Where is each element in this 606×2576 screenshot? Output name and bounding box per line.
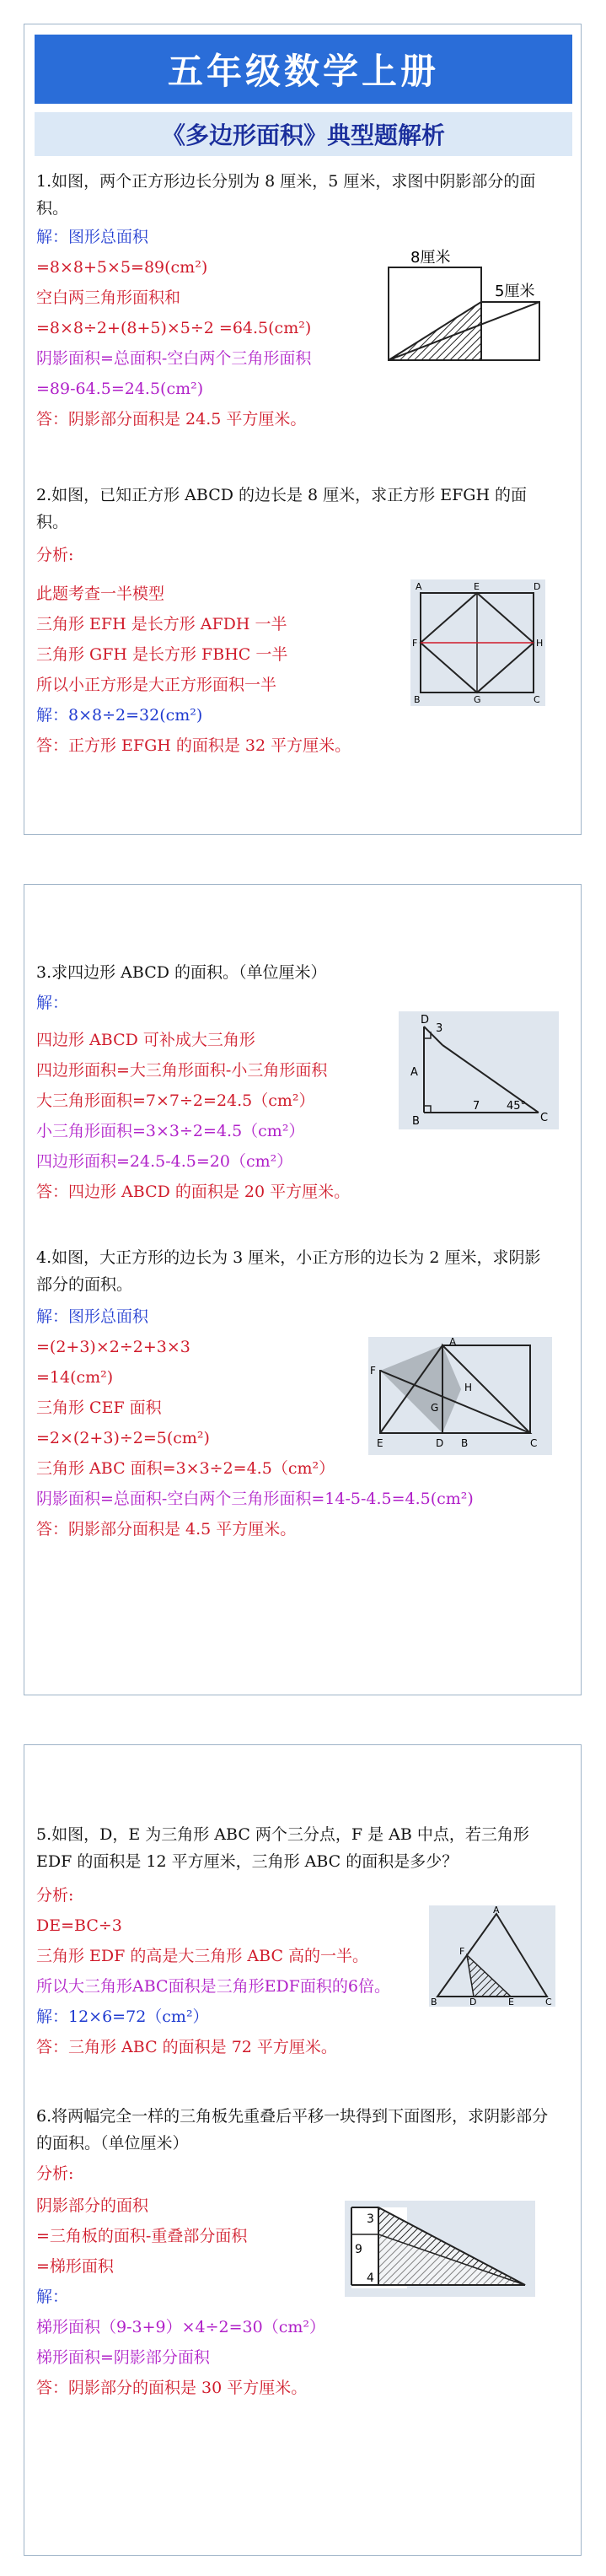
problem-1-question: 1.如图，两个正方形边长分别为 8 厘米，5 厘米，求图中阴影部分的面积。 [36,172,536,218]
problem-6-line: 解： [36,2288,69,2306]
problem-4-answer: 答：阴影部分面积是 4.5 平方厘米。 [36,1520,297,1539]
fig4-label-A: A [449,1337,457,1348]
fig2-label-B: B [414,694,421,705]
problem-1-answer: 答：阴影部分面积是 24.5 平方厘米。 [36,410,307,428]
problem-3-figure [399,1011,559,1129]
fig2-label-C: C [534,694,540,705]
problem-6-answer: 答：阴影部分的面积是 30 平方厘米。 [36,2379,308,2397]
problem-5-question: 5.如图，D，E 为三角形 ABC 两个三分点，F 是 AB 中点，若三角形 EDF 的面积是 12 平方厘米，三角形 ABC 的面积是多少？ [36,1825,529,1871]
problem-3-line: 四边形面积=大三角形面积-小三角形面积 [36,1061,328,1080]
problem-3-line: 小三角形面积=3×3÷2=4.5（cm²） [36,1122,305,1140]
fig5-label-F: F [459,1946,465,1957]
fig4-label-F: F [370,1365,376,1377]
page-card-3 [24,1744,582,2556]
fig5-label-B: B [431,1997,437,2007]
problem-6-line: 梯形面积=阴影部分面积 [36,2348,210,2367]
fig4-label-H: H [464,1382,473,1393]
problem-3-line: 四边形面积=24.5-4.5=20（cm²） [36,1152,293,1171]
problem-6-line: =梯形面积 [36,2257,114,2276]
problem-6-line: 阴影部分的面积 [36,2196,149,2215]
page-card-2 [24,884,582,1695]
problem-4-figure [368,1337,552,1455]
problem-3-line: 四边形 ABCD 可补成大三角形 [36,1031,255,1049]
problem-4-line: =14(cm²) [36,1368,114,1387]
problem-2-line: 此题考查一半模型 [36,585,165,603]
problem-5-line: 分析: [36,1886,74,1905]
problem-2-question: 2.如图，已知正方形 ABCD 的边长是 8 厘米，求正方形 EFGH 的面积。 [36,486,528,531]
problem-6-line: 分析: [36,2164,74,2183]
fig1-label-5cm: 5厘米 [495,283,535,300]
problem-5-line: 三角形 EDF 的高是大三角形 ABC 高的一半。 [36,1947,369,1965]
fig5-label-D: D [469,1997,477,2007]
fig4-label-B: B [461,1437,469,1449]
page-card-1 [24,24,582,835]
problem-6-question: 6.将两幅完全一样的三角板先重叠后平移一块得到下面图形，求阴影部分的面积。（单位厘米） [36,2107,549,2153]
problem-2-answer: 答：正方形 EFGH 的面积是 32 平方厘米。 [36,736,351,755]
problem-2-line: 解：8×8÷2=32(cm²) [36,706,203,725]
fig2-label-H: H [536,638,544,649]
fig3-label-45deg: 45° [507,1100,527,1113]
problem-1-line: =8×8+5×5=89(cm²) [36,258,208,277]
fig4-label-E: E [377,1437,383,1449]
fig3-label-A: A [410,1066,418,1079]
problem-5-line: DE=BC÷3 [36,1916,122,1935]
fig2-label-G: G [474,694,481,705]
problem-2-figure [410,579,545,706]
fig3-label-3: 3 [436,1022,443,1035]
fig2-label-A: A [416,581,422,592]
problem-1-line: =89-64.5=24.5(cm²) [36,380,204,398]
fig1-label-8cm: 8厘米 [410,249,451,267]
fig5-label-E: E [508,1997,514,2007]
problem-5-line: 所以大三角形ABC面积是三角形EDF面积的6倍。 [36,1977,390,1996]
problem-4-line: =(2+3)×2÷2+3×3 [36,1338,190,1356]
problem-4-line: 三角形 CEF 面积 [36,1398,162,1417]
problem-4-line: 解：图形总面积 [36,1307,149,1326]
fig6-label-3: 3 [367,2212,374,2226]
problem-2-line: 三角形 GFH 是长方形 FBHC 一半 [36,645,288,664]
problem-5-figure [429,1905,555,2007]
problem-5-answer: 答：三角形 ABC 的面积是 72 平方厘米。 [36,2038,337,2056]
page-subtitle: 《多边形面积》典型题解析 [35,112,572,156]
problem-3-answer: 答：四边形 ABCD 的面积是 20 平方厘米。 [36,1183,351,1201]
problem-6-line: =三角板的面积-重叠部分面积 [36,2227,248,2245]
fig3-label-B: B [412,1115,420,1128]
fig3-label-C: C [540,1112,549,1124]
problem-3-line: 大三角形面积=7×7÷2=24.5（cm²） [36,1091,315,1110]
problem-4-question: 4.如图，大正方形的边长为 3 厘米，小正方形的边长为 2 厘米，求阴影部分的面积。 [36,1248,541,1294]
problem-2-line: 所以小正方形是大正方形面积一半 [36,676,277,694]
fig4-label-G: G [431,1402,439,1414]
problem-2-line: 分析: [36,546,74,564]
problem-4-line: 三角形 ABC 面积=3×3÷2=4.5（cm²） [36,1459,335,1478]
fig2-label-F: F [412,638,418,649]
problem-3-line: 解： [36,994,69,1012]
problem-1-figure [385,245,571,364]
problem-3-question: 3.求四边形 ABCD 的面积。（单位厘米） [36,963,327,982]
problem-5-line: 解：12×6=72（cm²） [36,2007,209,2026]
fig4-label-C: C [530,1437,538,1449]
fig3-label-7: 7 [473,1100,480,1113]
problem-1-line: 空白两三角形面积和 [36,288,181,307]
problem-4-line: =2×(2+3)÷2=5(cm²) [36,1429,210,1447]
fig5-label-A: A [493,1905,500,1916]
fig2-label-E: E [474,581,480,592]
problem-6-line: 梯形面积（9-3+9）×4÷2=30（cm²） [36,2318,325,2336]
fig5-label-C: C [545,1997,552,2007]
page-title: 五年级数学上册 [35,35,572,104]
problem-1-line: 阴影面积=总面积-空白两个三角形面积 [36,349,312,368]
problem-6-figure [345,2201,535,2297]
problem-2-line: 三角形 EFH 是长方形 AFDH 一半 [36,615,287,633]
fig2-label-D: D [534,581,541,592]
problem-1-line: 解：图形总面积 [36,228,149,246]
fig6-label-9: 9 [355,2243,362,2256]
fig4-label-D: D [436,1437,444,1449]
problem-1-line: =8×8÷2+(8+5)×5÷2 =64.5(cm²) [36,319,312,337]
fig3-label-D: D [421,1014,430,1027]
fig6-label-4: 4 [367,2272,374,2285]
problem-4-line: 阴影面积=总面积-空白两个三角形面积=14-5-4.5=4.5(cm²) [36,1490,474,1508]
